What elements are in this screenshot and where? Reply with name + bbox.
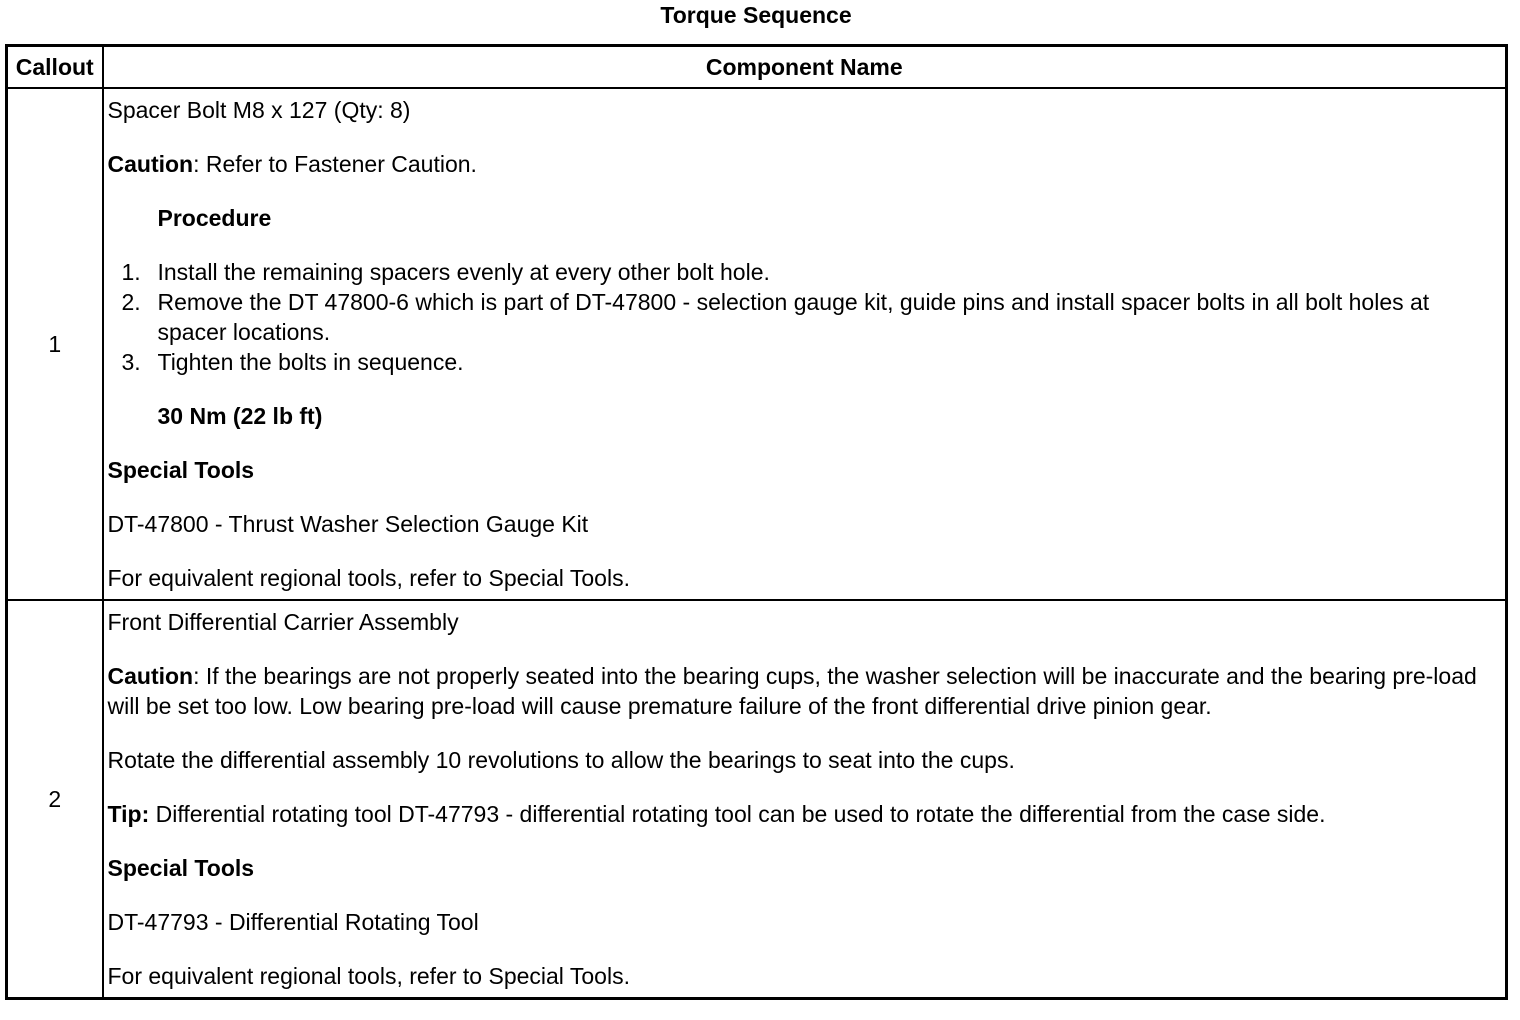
tip-note — [108, 799, 1502, 829]
component-name-header: Component Name — [103, 46, 1507, 89]
document-title: Torque Sequence — [660, 2, 852, 28]
component-cell — [103, 88, 1507, 600]
rotate-instruction: Rotate the differential assembly 10 revolutions to allow the bearings to seat into the cups. — [107, 747, 1015, 773]
header-row — [7, 46, 1507, 89]
callout-cell: 1 — [7, 88, 103, 600]
tip-text: Differential rotating tool DT-47793 - differential rotating tool can be used to rotate the differential from the case side. — [149, 801, 1326, 827]
component-cell — [103, 600, 1507, 999]
caution-note — [108, 149, 1502, 179]
torque-value: 30 Nm (22 lb ft) — [157, 403, 323, 429]
caution-label: Caution — [107, 151, 194, 177]
caution-note — [108, 661, 1502, 721]
equivalent-tools-note: For equivalent regional tools, refer to Special Tools. — [107, 565, 630, 591]
caution-text: : Refer to Fastener Caution. — [193, 151, 477, 177]
special-tools-heading: Special Tools — [107, 855, 255, 881]
special-tool-item: DT-47800 - Thrust Washer Selection Gauge Kit — [107, 511, 589, 537]
procedure-heading: Procedure — [157, 205, 272, 231]
special-tool-item: DT-47793 - Differential Rotating Tool — [107, 909, 479, 935]
special-tools-heading: Special Tools — [107, 457, 255, 483]
list-item: 1. Install the remaining spacers evenly at every other bolt hole. — [121, 259, 770, 285]
callout-header: Callout — [7, 46, 103, 89]
torque-sequence-table — [5, 44, 1508, 1000]
tip-label: Tip: — [107, 801, 150, 827]
list-item: 3. Tighten the bolts in sequence. — [121, 349, 464, 375]
table-row — [7, 600, 1507, 999]
table-row — [7, 88, 1507, 600]
procedure-steps — [108, 257, 1502, 377]
equivalent-tools-note: For equivalent regional tools, refer to Special Tools. — [107, 963, 630, 989]
list-item: 2. Remove the DT 47800-6 which is part of DT-47800 - selection gauge kit, guide pins and install spacer bolts in all bolt holes at spacer locations. — [121, 289, 1430, 345]
caution-label: Caution — [107, 663, 194, 689]
caution-text: : If the bearings are not properly seated into the bearing cups, the washer selection will be inaccurate and the bearing pre-load will be set too low. Low bearing pre-load will cause premature failure of the front differential drive pinion gear. — [107, 663, 1477, 719]
component-name: Spacer Bolt M8 x 127 (Qty: 8) — [107, 97, 411, 123]
callout-cell: 2 — [7, 600, 103, 999]
component-name: Front Differential Carrier Assembly — [107, 609, 459, 635]
